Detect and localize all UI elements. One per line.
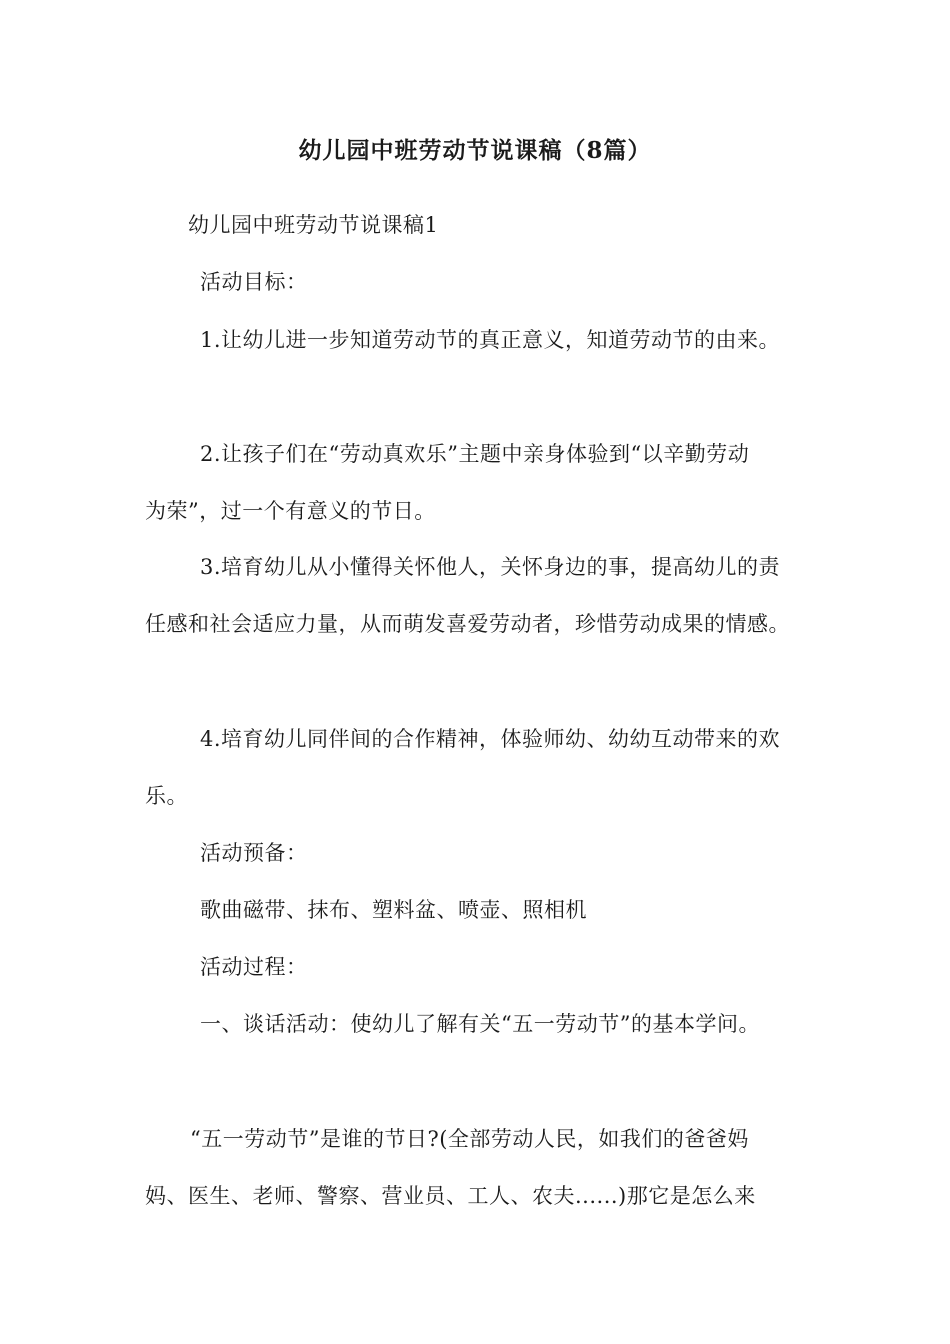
paragraph-goal-3-line-1: 3.培育幼儿从小懂得关怀他人，关怀身边的事，提高幼儿的责 bbox=[200, 555, 781, 579]
paragraph-goal-3-line-2: 任感和社会适应力量，从而萌发喜爱劳动者，珍惜劳动成果的情感。 bbox=[145, 612, 790, 636]
paragraph-prep-items: 歌曲磁带、抹布、塑料盆、喷壶、照相机 bbox=[200, 898, 587, 922]
paragraph-goal-4-line-1: 4.培育幼儿同伴间的合作精神，体验师幼、幼幼互动带来的欢 bbox=[200, 727, 781, 751]
paragraph-question-line-2: 妈、医生、老师、警察、营业员、工人、农夫......)那它是怎么来 bbox=[145, 1184, 756, 1208]
paragraph-goal-2-line-1: 2.让孩子们在“劳动真欢乐”主题中亲身体验到“以辛勤劳动 bbox=[200, 442, 750, 466]
document-title: 幼儿园中班劳动节说课稿（8篇） bbox=[298, 137, 652, 164]
paragraph-process-step-1: 一、谈话活动：使幼儿了解有关“五一劳动节”的基本学问。 bbox=[200, 1012, 760, 1036]
paragraph-goal-1: 1.让幼儿进一步知道劳动节的真正意义，知道劳动节的由来。 bbox=[200, 328, 781, 352]
paragraph-question-line-1: “五一劳动节”是谁的节日?(全部劳动人民，如我们的爸爸妈 bbox=[190, 1127, 749, 1151]
paragraph-goals-heading: 活动目标： bbox=[200, 270, 308, 294]
section-heading: 幼儿园中班劳动节说课稿1 bbox=[188, 213, 439, 237]
paragraph-process-heading: 活动过程： bbox=[200, 955, 308, 979]
paragraph-prep-heading: 活动预备： bbox=[200, 841, 308, 865]
paragraph-goal-4-line-2: 乐。 bbox=[145, 784, 188, 808]
paragraph-goal-2-line-2: 为荣”，过一个有意义的节日。 bbox=[145, 499, 436, 523]
